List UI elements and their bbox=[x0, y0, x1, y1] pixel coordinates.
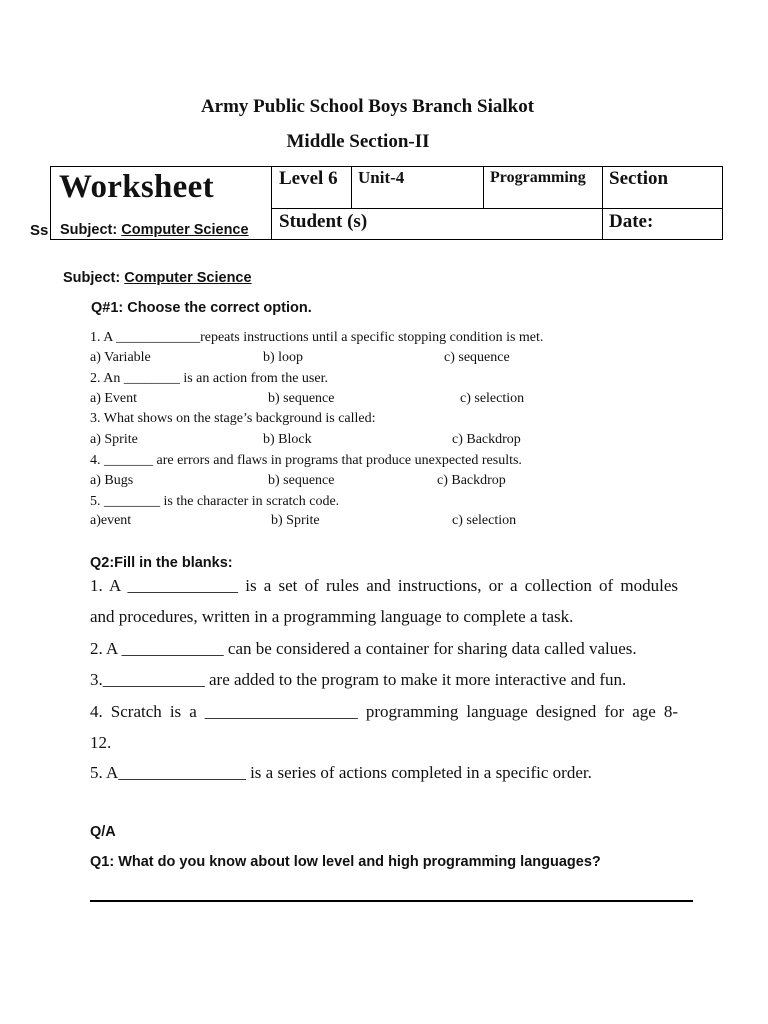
table-subject bbox=[60, 222, 249, 238]
answer-line bbox=[90, 900, 693, 902]
qa-heading: Q/A bbox=[90, 824, 116, 840]
subject-line bbox=[63, 270, 252, 286]
mcq-option-b: b) sequence bbox=[268, 473, 335, 488]
mcq-option-c: c) sequence bbox=[444, 350, 510, 365]
mcq-question: 2. An ________ is an action from the user. bbox=[90, 371, 328, 386]
fill-line: 2. A ____________ can be considered a container for sharing data called values. bbox=[90, 639, 637, 658]
section-label: Section bbox=[609, 168, 669, 189]
mcq-question: 5. ________ is the character in scratch code. bbox=[90, 494, 340, 509]
table-subject-value: Computer Science bbox=[121, 222, 249, 238]
subject-label: Subject: bbox=[63, 270, 121, 286]
student-label: Student (s) bbox=[279, 211, 368, 232]
q2-heading: Q2:Fill in the blanks: bbox=[90, 555, 233, 571]
mcq-option-b: b) Sprite bbox=[271, 513, 320, 528]
mcq-option-c: c) Backdrop bbox=[452, 432, 521, 447]
mcq-option-b: b) Block bbox=[263, 432, 312, 447]
fill-line: 4. Scratch is a __________________ programming language designed for age 8- bbox=[90, 702, 678, 721]
mcq-option-b: b) loop bbox=[263, 350, 304, 365]
date-label: Date: bbox=[609, 211, 654, 232]
fill-line: 12. bbox=[90, 733, 112, 752]
level-label: Level 6 bbox=[279, 168, 338, 189]
subject-value: Computer Science bbox=[124, 270, 252, 286]
mcq-question: 4. _______ are errors and flaws in programs that produce unexpected results. bbox=[90, 453, 522, 468]
section-title: Middle Section-II bbox=[286, 131, 430, 152]
topic-label: Programming bbox=[490, 169, 586, 186]
school-name: Army Public School Boys Branch Sialkot bbox=[200, 96, 535, 117]
mcq-option-a: a)event bbox=[90, 513, 132, 528]
fill-line: 5. A_______________ is a series of actions completed in a specific order. bbox=[90, 763, 592, 782]
table-subject-label: Subject: bbox=[60, 222, 118, 238]
fill-line: and procedures, written in a programming language to complete a task. bbox=[90, 607, 574, 626]
q1-heading: Q#1: Choose the correct option. bbox=[91, 300, 312, 316]
mcq-option-a: a) Variable bbox=[90, 350, 151, 365]
mcq-question: 3. What shows on the stage’s background is called: bbox=[90, 411, 376, 426]
mcq-option-c: c) selection bbox=[460, 391, 525, 406]
margin-text: Ss bbox=[30, 222, 49, 239]
mcq-option-b: b) sequence bbox=[268, 391, 335, 406]
mcq-option-a: a) Bugs bbox=[90, 473, 134, 488]
mcq-option-a: a) Event bbox=[90, 391, 138, 406]
fill-line: 1. A _____________ is a set of rules and instructions, or a collection of modules bbox=[90, 576, 678, 595]
unit-label: Unit-4 bbox=[358, 168, 405, 187]
mcq-option-c: c) Backdrop bbox=[437, 473, 506, 488]
qa-question: Q1: What do you know about low level and high programming languages? bbox=[90, 854, 601, 870]
mcq-question: 1. A ____________repeats instructions until a specific stopping condition is met. bbox=[90, 330, 544, 345]
fill-line: 3.____________ are added to the program to make it more interactive and fun. bbox=[90, 670, 627, 689]
mcq-option-a: a) Sprite bbox=[90, 432, 138, 447]
worksheet-title: Worksheet bbox=[59, 169, 214, 205]
mcq-option-c: c) selection bbox=[452, 513, 517, 528]
